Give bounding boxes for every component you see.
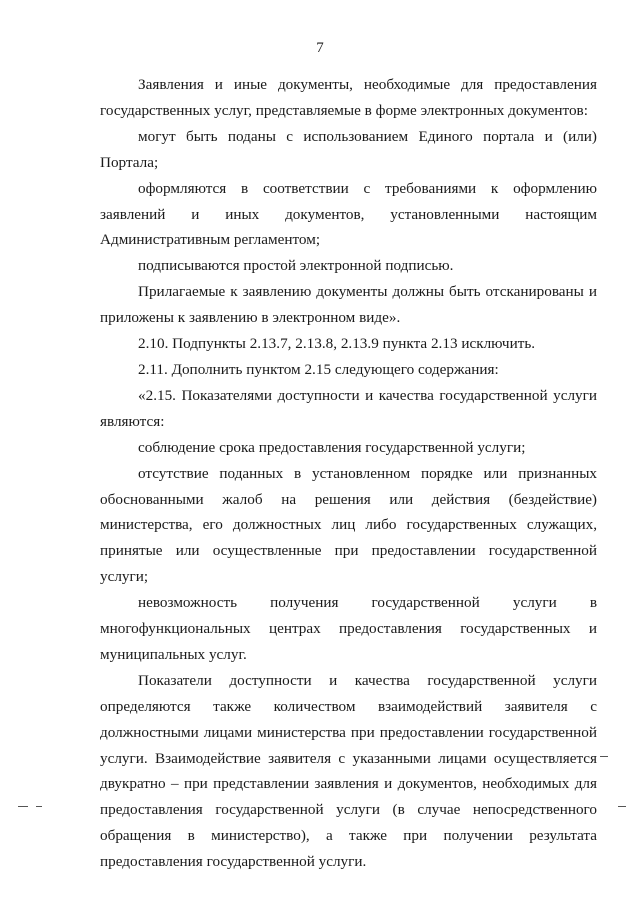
scan-mark-right-1: [618, 806, 626, 807]
paragraph-clause-2-11: 2.11. Дополнить пунктом 2.15 следующего содержания:: [138, 360, 499, 378]
paragraph-clause-2-10: 2.10. Подпункты 2.13.7, 2.13.8, 2.13.9 пункта 2.13 исключить.: [138, 335, 536, 353]
paragraph-electronic-documents: Заявления и иные документы, необходимые для предоставления государственных услуг, представляемые в форме электронных документов:: [100, 76, 597, 119]
document-body: [100, 72, 597, 875]
paragraph-no-complaints: отсутствие поданных в установленном порядке или признанных обоснованными жалоб на решения или действия (бездействие) министерства, его должностных лиц либо государственных служащих, принятые или осуществленные при предоставлении государственной услуги;: [100, 464, 597, 586]
scan-mark-left-1: [18, 806, 28, 807]
paragraph-electronic-signature: подписываются простой электронной подписью.: [138, 257, 454, 275]
scan-mark-right-2: [600, 756, 608, 757]
paragraph-formatting-requirements: оформляются в соответствии с требованиями к оформлению заявлений и иных документов, установленными настоящим Административным регламентом;: [100, 179, 597, 249]
paragraph-scanned-attachments: Прилагаемые к заявлению документы должны быть отсканированы и приложены к заявлению в электронном виде».: [100, 283, 597, 327]
scan-mark-left-2: [36, 806, 42, 807]
paragraph-clause-2-15: «2.15. Показателями доступности и качества государственной услуги являются:: [100, 386, 597, 430]
paragraph-mfc-impossibility: невозможность получения государственной услуги в многофункциональных центрах предоставления государственных и муниципальных услуг.: [100, 594, 597, 663]
paragraph-submission-portals: могут быть поданы с использованием Единого портала и (или) Портала;: [100, 127, 597, 171]
page-number: 7: [316, 40, 324, 56]
paragraph-deadline-compliance: соблюдение срока предоставления государственной услуги;: [138, 438, 526, 456]
paragraph-interaction-count: Показатели доступности и качества государственной услуги определяются также количеством взаимодействий заявителя с должностными лицами министерства при предоставлении государственной услуги. Взаимодействие заявителя с указанными лицами осуществляется двукратно – при представлении заявления и документов, необходимых для предоставления государственной услуги (в случае непосредственного обращения в министерство), а также при получении результата предоставления государственной услуги.: [100, 671, 597, 871]
